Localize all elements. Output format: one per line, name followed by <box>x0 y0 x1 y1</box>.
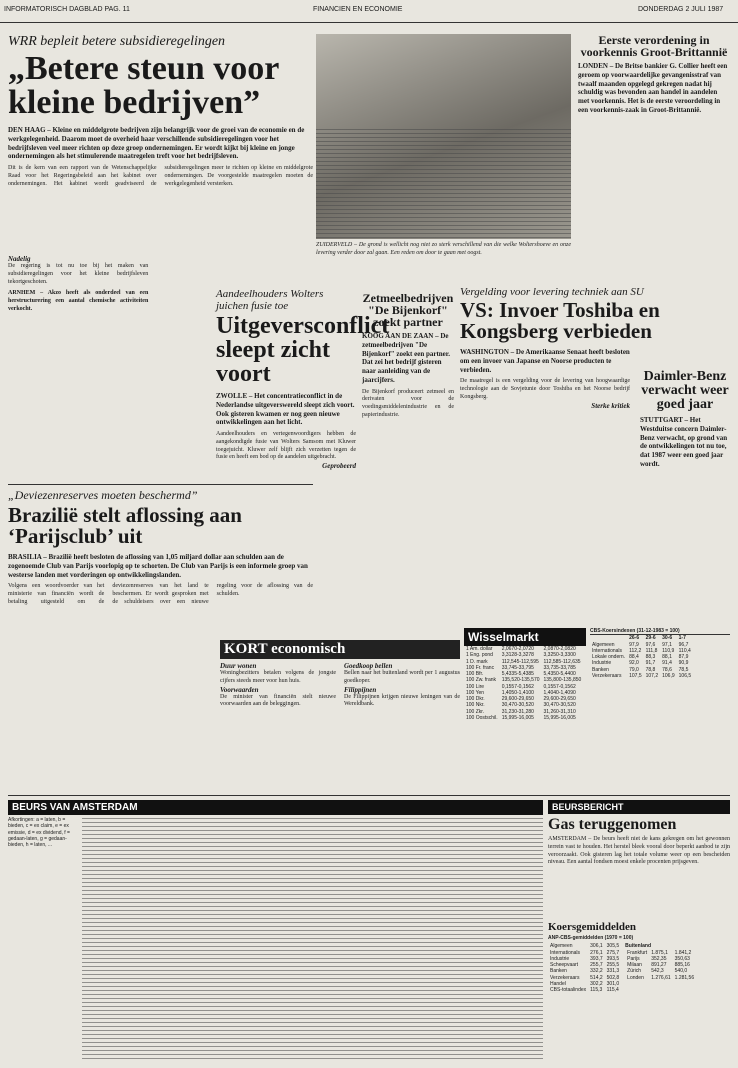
table-cell: 275,7 <box>606 949 620 956</box>
article-zetmeel <box>362 292 454 582</box>
kort-text1: Woningbezitters betalen volgens de jongste cijfers steeds meer voor hun huis. <box>220 670 336 684</box>
table-cell: 393,5 <box>606 955 620 962</box>
table-cell: Verzekeraars <box>592 672 622 679</box>
table-cell: 891,27 <box>651 962 667 968</box>
table-cell: 110,4 <box>678 647 691 654</box>
article-voorkennis <box>578 34 730 284</box>
table-cell: 514,2 <box>590 974 603 981</box>
table-row <box>464 677 583 683</box>
table-row <box>625 950 696 956</box>
table-cell: 352,35 <box>651 955 667 962</box>
table-cell: 107,2 <box>645 672 659 679</box>
table-cell: 111,8 <box>645 647 658 654</box>
table-header-cell: 30-6 <box>662 635 673 642</box>
article-wrr-body: Dit is de kern van een rapport van de Wetenschappelijke Raad voor het Regeringsbeleid aan het kabinet over ondernemingen. Het kabinet wordt geadviseerd de subsidieregelingen meer te richten op kleine en middelgrote ondernemingen. De voorgestelde maatregelen moeten de werkgelegenheid versterken. <box>8 165 313 187</box>
table-cell: 107,5 <box>629 672 642 679</box>
table-cell: 100 Oostschil. <box>466 714 498 721</box>
beurs-amsterdam <box>8 800 543 1062</box>
table-cell: 332,2 <box>590 968 603 975</box>
table-cell: 78,6 <box>662 666 672 673</box>
table-row <box>625 968 696 974</box>
table-cell: 30,470-30,520 <box>501 702 534 709</box>
wisselmarkt-table <box>464 646 583 721</box>
table-cell: 78,5 <box>678 666 689 673</box>
table-cell: 3,3128-3,3278 <box>501 652 534 659</box>
table-cell: 30,470-30,520 <box>543 702 576 709</box>
table-cell: Industrie <box>550 955 570 962</box>
table-row <box>464 684 583 690</box>
table-cell: 276,1 <box>590 949 603 956</box>
table-cell: 306,1 <box>590 943 603 950</box>
table-cell: 33,745-33,795 <box>501 664 534 671</box>
table-cell: Handel <box>550 980 566 987</box>
article-wolters-kicker: Aandeelhouders Wolters juichen fusie toe <box>216 288 324 312</box>
table-cell: 29,600-29,650 <box>501 696 534 702</box>
article-toshiba-kicker: Vergelding voor levering techniek aan SU <box>460 286 644 298</box>
table-cell: 1 Eng. pond <box>466 652 493 659</box>
table-row <box>625 975 696 981</box>
table-cell: 100 Fr. franc <box>466 664 495 671</box>
table-cell: 115,4 <box>606 987 619 993</box>
table-cell: 33,735-33,785 <box>543 664 576 671</box>
field-photo <box>316 34 571 239</box>
table-cell: Lokale ondern. <box>592 654 626 660</box>
table-cell: Zürich <box>627 968 642 975</box>
table-cell: Banken <box>550 968 567 975</box>
table-cell: 5,4335-5,4385 <box>501 671 534 677</box>
article-wrr-brief: ARNHEM – Akzo heeft als onderdeel van een herstructurering een aantal chemische activiteiten verkocht. <box>8 290 149 312</box>
wisselmarkt <box>464 628 586 788</box>
table-cell: 305,5 <box>606 943 620 950</box>
table-cell: 91,4 <box>662 660 672 667</box>
table-cell: 1.276,61 <box>651 974 671 981</box>
koersgemiddelden-subtitle: ANP-CBS-gemiddelden (1970 = 100) <box>548 935 634 941</box>
koers-table <box>548 943 621 993</box>
beursbericht-label: BEURSBERICHT <box>548 800 730 814</box>
table-row <box>464 709 583 715</box>
article-wrr-body2: De regering is tot nu toe bij het maken van subsidieregelingen voor het kleine bedrijfsleven tekortgeschoten. <box>8 263 149 285</box>
koers-foreign-title: Buitenland <box>625 943 652 950</box>
table-cell: 31,260-31,310 <box>543 708 576 715</box>
koersgemiddelden-title: Koersgemiddelden <box>548 921 636 933</box>
kort-text3: Bellen naar het buitenland wordt per 1 augustus goedkoper. <box>344 670 460 684</box>
cbs-title: CBS-Koersindexen (31-12-1983 = 100) <box>590 628 730 635</box>
table-cell: Internationals <box>592 647 623 654</box>
table-cell: 100 Bfr. <box>466 671 484 677</box>
header-left: INFORMATORISCH DAGBLAD PAG. 11 <box>4 6 130 13</box>
table-cell: Verzekeraars <box>550 974 580 981</box>
kort-text4: De Filippijnen krijgen nieuwe leningen van de Wereldbank. <box>344 693 460 708</box>
table-cell: 255,7 <box>590 962 603 968</box>
table-cell: 301,0 <box>606 980 620 987</box>
table-cell: Milaan <box>627 962 642 968</box>
table-cell: 79,0 <box>629 666 639 673</box>
table-cell: 115,3 <box>590 987 603 993</box>
cbs-table <box>590 635 693 679</box>
table-row <box>548 987 621 993</box>
table-cell: Scheepvaart <box>550 962 579 968</box>
article-daimler-body: STUTTGART – Het Westduitse concern Daimler-Benz verwacht, op grond van de ontwikkelingen tot nu toe, dat 1987 weer een goed jaar wordt. <box>640 416 728 468</box>
article-daimler <box>640 370 730 570</box>
table-cell: 393,7 <box>590 955 603 962</box>
beursbericht-headline: Gas teruggenomen <box>548 816 677 833</box>
table-header-cell: 1-7 <box>678 635 686 642</box>
table-cell: 15,995-16,005 <box>543 714 576 721</box>
table-cell: Frankfurt <box>627 949 648 956</box>
table-cell: Banken <box>592 666 609 673</box>
article-brazil-headline: Brazilië stelt aflossing aan ‘Parijsclub’ uit <box>8 503 242 548</box>
table-cell: 15,995-16,005 <box>501 714 534 721</box>
table-cell: 100 Dkr. <box>466 696 485 702</box>
kort-title: KORT economisch <box>220 640 460 659</box>
table-cell: 1 D. mark <box>466 658 488 665</box>
article-wolters-intro: ZWOLLE – Het concentratieconflict in de Nederlandse uitgeverswereld sleept zich voort. Ook gisteren kwamen er nog geen nieuwe ontwikkelingen aan het licht. <box>216 392 355 427</box>
article-zetmeel-title: Zetmeelbedrijven "De Bijenkorf" zoekt partner <box>362 291 454 329</box>
table-cell: Algemeen <box>550 943 573 950</box>
kort-sub3: Goedkoop bellen <box>344 662 393 670</box>
table-row <box>464 715 583 721</box>
article-voorkennis-title: Eerste verordening in voorkennis Groot-Brittannië <box>580 33 728 59</box>
table-cell: 96,7 <box>678 641 689 648</box>
article-wolters-body: Aandeelhouders en vertegenwoordigers hebben de aangekondigde fusie van Wolters Samsom met Kluwer toegejuicht. Kluwer zelf blijft zich verzetten tegen de fusie en heeft een bod op de aandelen uitgebracht. <box>216 431 356 461</box>
article-toshiba-subhead: Sterke kritiek <box>591 401 630 410</box>
table-cell: 5,4350-5,4400 <box>543 671 576 677</box>
article-toshiba-headline: VS: Invoer Toshiba en Kongsberg verbieden <box>460 298 660 343</box>
article-brazil-intro: BRASILIA – Brazilië heeft besloten de aflossing van 1,05 miljard dollar aan schulden aan de zogenoemde Club van Parijs voorlopig op te schorten. De Club van Parijs is een informele groep van westerse landen met vorderingen op ontwikkelingslanden. <box>8 553 308 579</box>
article-voorkennis-body: LONDEN – De Britse bankier G. Collier heeft een geroem op voorwaardelijke gevangenisstraf van twaalf maanden opgelegd gekregen nadat hij schuldig was bevonden aan handel in aandelen met voorkennis. Het is de eerste veroordeling in een voorkennis-zaak in Groot-Brittannië. <box>578 62 728 114</box>
table-cell: 110,9 <box>662 647 675 654</box>
table-cell: Parijs <box>627 955 640 962</box>
table-cell: 100 Nkr. <box>466 702 485 709</box>
table-cell: 3,3250-3,3300 <box>543 652 576 659</box>
table-cell: 1,4050-1,4100 <box>501 689 534 696</box>
beurs-legend: Afkortingen: a = laten, b = bieden, c = ex claim, e = ex emissie, d = ex dividend, f = gedaan-laten, g = gedaan-bieden, h = laten, ... <box>8 817 70 848</box>
divider <box>8 795 730 796</box>
table-cell: 29,600-29,650 <box>543 696 576 702</box>
table-cell: 97,9 <box>629 641 639 648</box>
table-cell: 540,0 <box>674 968 688 975</box>
beursbericht <box>548 800 730 915</box>
table-cell: 135,520-135,570 <box>501 677 540 684</box>
table-cell: 78,8 <box>645 666 656 673</box>
table-row <box>464 702 583 708</box>
beursbericht-body: AMSTERDAM – De beurs heeft niet de kans gekregen om het gewonnen terrein vast te houden. Het herstel bleek vooral door beperkt aanbod te zijn veroorzaakt. Ook gisteren lag het totale volume weer op een bescheiden niveau. Een aantal fondsen moest enkele procenten prijsgeven. <box>548 836 730 866</box>
article-wrr-intro: DEN HAAG – Kleine en middelgrote bedrijven zijn belangrijk voor de groei van de economie en de werkgelegenheid. Daarom moet de overheid haar verschillende subsidieregelingen voor het bedrijfsleven veel meer richten op deze groep ondernemingen. Er wordt kijkt bij kleine en jonge ondernemingen als het stimulerende maatregelen treft voor het bedrijfsleven. <box>8 126 305 161</box>
photo-caption: ZUIDERVELD – De grond is wellicht nog niet zo sterk verschillend van die welke Woltershoeve en onze levering verder door zal gaan. Een reden om door te gaan met oogst. <box>316 242 571 256</box>
article-brazil-kicker: „Deviezenreserves moeten beschermd” <box>8 488 198 502</box>
table-cell: 97,1 <box>662 641 672 648</box>
table-cell: CBS-totaalindex <box>550 987 587 993</box>
article-daimler-headline: Daimler-Benz verwacht weer goed jaar <box>641 369 729 412</box>
table-cell: 87,9 <box>678 654 689 660</box>
table-cell: 88,3 <box>645 654 656 660</box>
article-toshiba-intro: WASHINGTON – De Amerikaanse Senaat heeft besloten om een invoer van Japanse en Noorse producten te verbieden. <box>460 348 630 374</box>
article-zetmeel-body: De Bijenkorf produceert zetmeel en derivaten voor de voedingsmiddelenindustrie en de papierindustrie. <box>362 388 454 418</box>
foreign-table <box>625 950 696 981</box>
table-row <box>590 673 693 679</box>
article-zetmeel-intro: KOOG AAN DE ZAAN – De zetmeelbedrijven "De Bijenkorf" zoekt een partner. Dat zei het bedrijf gisteren naar aanleiding van de jaarcijfers. <box>362 332 451 384</box>
table-cell: 88,1 <box>662 654 672 660</box>
table-cell: Industrie <box>592 660 612 667</box>
kort-text2: De minister van financiën stelt nieuwe voorwaarden aan de beleggingen. <box>220 693 336 708</box>
table-cell: 91,7 <box>645 660 656 667</box>
article-wolters <box>216 288 390 633</box>
table-cell: Londen <box>627 974 644 981</box>
table-cell: 100 Yen <box>466 689 485 696</box>
kort-sub1: Duur wonen <box>220 662 257 670</box>
table-cell: 0,1557-0,1562 <box>543 683 576 690</box>
table-cell: 302,2 <box>590 980 603 987</box>
table-cell: 90,9 <box>678 660 689 667</box>
table-row <box>464 652 583 658</box>
table-cell: 100 Zw. frank <box>466 677 497 684</box>
page-header <box>0 0 738 23</box>
article-wrr-kicker: WRR bepleit betere subsidieregelingen <box>8 34 226 49</box>
table-cell: 331,3 <box>606 968 620 975</box>
table-cell: 88,4 <box>629 654 639 660</box>
article-wolters-headline: Uitgeversconflict sleept zicht voort <box>216 313 390 387</box>
table-cell: 97,6 <box>645 641 656 648</box>
koersgemiddelden <box>548 922 730 1062</box>
header-center: FINANCIEN EN ECONOMIE <box>313 6 403 13</box>
table-cell: 2,0870-2,0820 <box>543 646 576 652</box>
table-cell: 1.281,56 <box>674 974 695 981</box>
table-cell: 542,3 <box>651 968 664 975</box>
article-brazil-body: Volgens een woordvoerder van het ministerie van financiën wordt de betaling uitgesteld om de deviezenreserves van het land te beschermen. Er wordt gesproken met de schuldeisers over een nieuwe regeling voor de aflossing van de schulden. <box>8 583 313 605</box>
article-wrr-subhead: Nadelig <box>8 255 31 263</box>
table-cell: 112,585-112,635 <box>543 658 581 665</box>
table-cell: 885,16 <box>674 962 690 968</box>
wisselmarkt-title: Wisselmarkt <box>464 628 586 646</box>
cbs-index <box>590 628 730 788</box>
table-cell: Internationals <box>550 949 581 956</box>
table-cell: 92,0 <box>629 660 639 667</box>
table-header-cell: 29-6 <box>645 635 656 642</box>
table-cell: 255,5 <box>606 962 620 968</box>
table-cell: 1,4040-1,4090 <box>543 689 576 696</box>
table-cell: 106,5 <box>678 672 692 679</box>
table-cell: 350,63 <box>674 955 690 962</box>
table-cell: 0,1557-0,1562 <box>501 683 534 690</box>
table-cell: 1 Am. dollar <box>466 646 493 652</box>
table-cell: 502,8 <box>606 974 620 981</box>
table-cell: 31,230-31,280 <box>501 708 534 715</box>
table-cell: Algemeen <box>592 641 615 648</box>
header-right: DONDERDAG 2 JULI 1987 <box>638 6 724 13</box>
article-toshiba-body: De maatregel is een vergelding voor de levering van hoogwaardige technologie aan de Sovjetunie door Toshiba en het Noorse bedrijf Kongsberg. <box>460 378 630 400</box>
table-cell: 112,2 <box>629 647 642 654</box>
table-cell: 135,800-135,850 <box>543 677 582 684</box>
table-header-cell: 26-6 <box>629 635 640 642</box>
article-wrr-headline: „Betere steun voor kleine bedrijven” <box>8 50 279 121</box>
kort-sub4: Filippijnen <box>344 685 377 694</box>
beurs-title: BEURS VAN AMSTERDAM <box>8 800 543 815</box>
photo-texture <box>316 129 571 239</box>
kort-sub2: Voorwaarden <box>220 685 259 694</box>
stock-listing <box>82 818 543 1062</box>
table-cell: 106,9 <box>662 672 675 679</box>
table-row <box>464 659 583 665</box>
table-cell: 112,545-112,595 <box>501 658 539 665</box>
table-cell: 100 Zkr. <box>466 708 485 715</box>
table-cell: 1.875,1 <box>651 949 668 956</box>
article-wolters-subhead: Geprobeerd <box>322 462 356 471</box>
table-cell: 2,0670-2,0720 <box>501 646 534 652</box>
table-cell: 100 Lire <box>466 683 485 690</box>
kort-economisch <box>220 640 460 780</box>
table-cell: 1.841,2 <box>674 949 692 956</box>
